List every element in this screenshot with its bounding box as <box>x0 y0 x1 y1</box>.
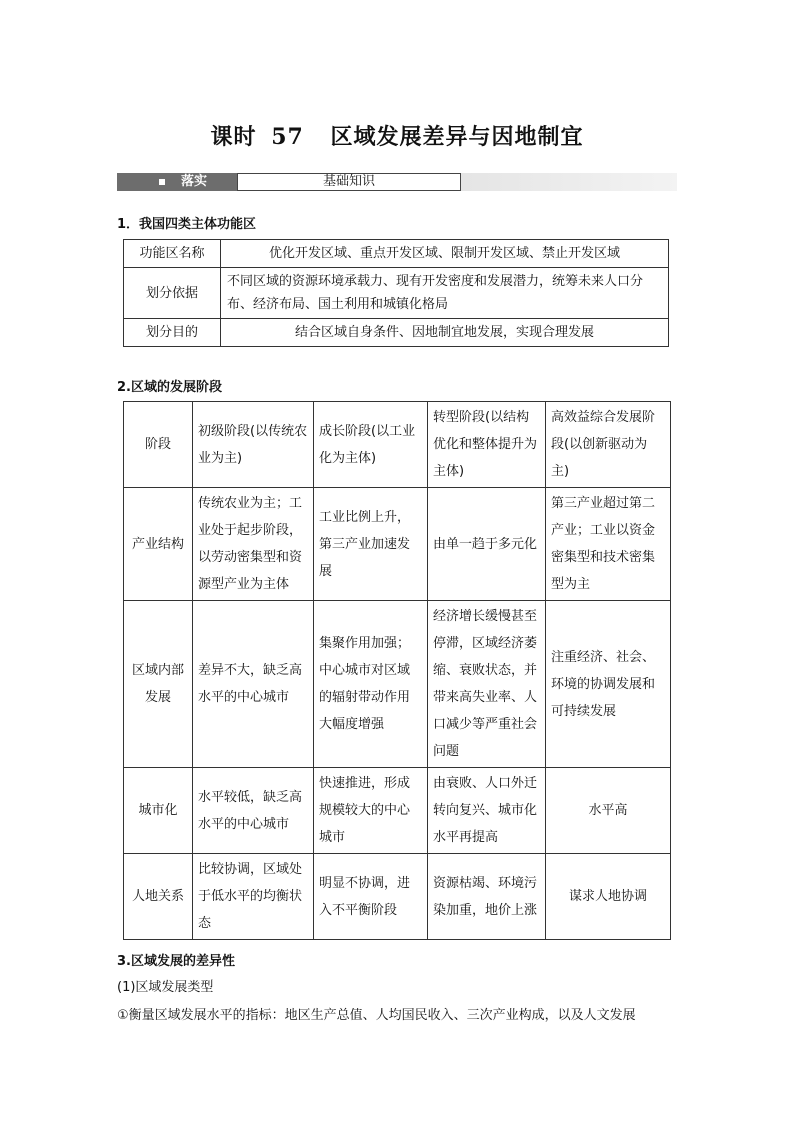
title-prefix: 课时 <box>210 124 257 150</box>
table-cell: 水平高 <box>546 768 671 854</box>
table-row <box>124 768 671 854</box>
row-label: 区域内部发展 <box>124 601 193 768</box>
table-cell: 差异不大，缺乏高水平的中心城市 <box>193 601 314 768</box>
row-label: 人地关系 <box>124 854 193 940</box>
table-row <box>124 268 669 319</box>
section3-subheading: (1)区域发展类型 <box>117 980 214 995</box>
row-value: 结合区域自身条件、因地制宜地发展，实现合理发展 <box>221 319 669 347</box>
table-row <box>124 601 671 768</box>
row-label: 划分依据 <box>124 268 221 319</box>
row-value: 不同区域的资源环境承载力、现有开发密度和发展潜力，统筹未来人口分布、经济布局、国土利用和城镇化格局 <box>221 268 669 319</box>
row-label: 阶段 <box>124 402 193 488</box>
table-cell: 经济增长缓慢甚至停滞，区域经济萎缩、衰败状态，并带来高失业率、人口减少等严重社会问题 <box>428 601 546 768</box>
section3-heading: 3.区域发展的差异性 <box>117 954 235 969</box>
table-cell: 高效益综合发展阶段(以创新驱动为主) <box>546 402 671 488</box>
table-cell: 第三产业超过第二产业；工业以资金密集型和技术密集型为主 <box>546 488 671 601</box>
table-cell: 成长阶段(以工业化为主体) <box>314 402 428 488</box>
table-cell: 由衰败、人口外迁转向复兴、城市化水平再提高 <box>428 768 546 854</box>
row-label: 产业结构 <box>124 488 193 601</box>
section-banner <box>117 173 677 191</box>
table-row <box>124 402 671 488</box>
section1-heading: 1．我国四类主体功能区 <box>117 217 257 232</box>
table-cell: 水平较低，缺乏高水平的中心城市 <box>193 768 314 854</box>
banner-box <box>237 173 461 191</box>
table-row <box>124 319 669 347</box>
section2-heading: 2.区域的发展阶段 <box>117 380 222 395</box>
title-number: 57 <box>271 124 304 150</box>
table-cell: 由单一趋于多元化 <box>428 488 546 601</box>
page-title <box>0 120 794 151</box>
section3-line: ①衡量区域发展水平的指标：地区生产总值、人均国民收入、三次产业构成，以及人文发展 <box>117 1008 636 1023</box>
title-main: 区域发展差异与因地制宜 <box>330 124 584 150</box>
table-cell: 集聚作用加强；中心城市对区域的辐射带动作用大幅度增强 <box>314 601 428 768</box>
table-cell: 资源枯竭、环境污染加重，地价上涨 <box>428 854 546 940</box>
table-cell: 传统农业为主；工业处于起步阶段，以劳动密集型和资源型产业为主体 <box>193 488 314 601</box>
table-cell: 明显不协调，进入不平衡阶段 <box>314 854 428 940</box>
development-stage-table <box>123 401 671 940</box>
function-zone-table <box>123 239 669 347</box>
row-label: 功能区名称 <box>124 240 221 268</box>
row-value: 优化开发区域、重点开发区域、限制开发区域、禁止开发区域 <box>221 240 669 268</box>
table-cell: 转型阶段(以结构优化和整体提升为主体) <box>428 402 546 488</box>
banner-tag: 落实 <box>181 174 208 189</box>
banner-box-label: 基础知识 <box>322 174 375 189</box>
table-row <box>124 488 671 601</box>
table-row <box>124 240 669 268</box>
square-bullet-icon <box>159 179 165 185</box>
table-cell: 工业比例上升，第三产业加速发展 <box>314 488 428 601</box>
table-cell: 比较协调，区域处于低水平的均衡状态 <box>193 854 314 940</box>
row-label: 城市化 <box>124 768 193 854</box>
table-cell: 注重经济、社会、环境的协调发展和可持续发展 <box>546 601 671 768</box>
table-cell: 初级阶段(以传统农业为主) <box>193 402 314 488</box>
table-row <box>124 854 671 940</box>
table-cell: 谋求人地协调 <box>546 854 671 940</box>
table-cell: 快速推进，形成规模较大的中心城市 <box>314 768 428 854</box>
row-label: 划分目的 <box>124 319 221 347</box>
